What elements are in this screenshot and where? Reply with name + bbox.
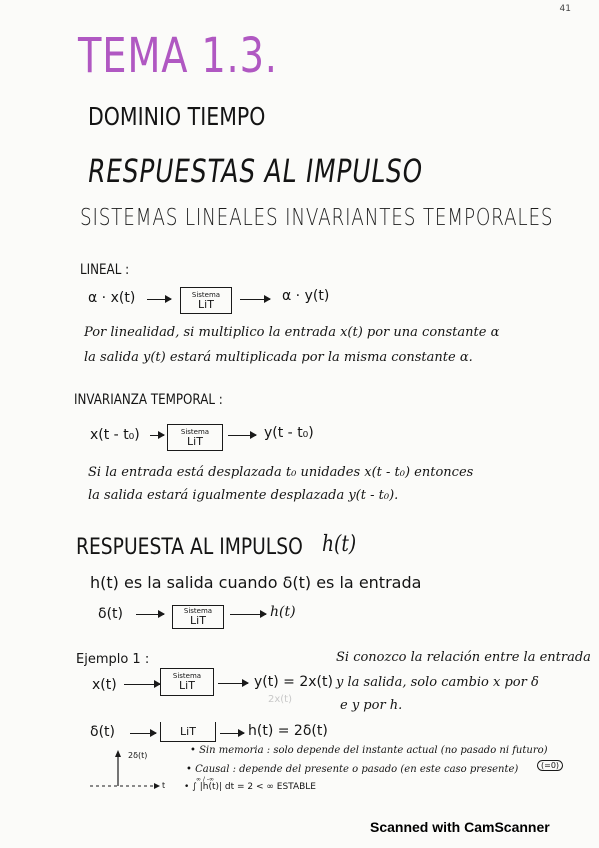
ejemplo-system-box-2 [160, 722, 216, 742]
respuesta-box-bottom: LiT [190, 614, 206, 627]
lineal-label: LINEAL : [80, 262, 130, 278]
respuesta-definition: h(t) es la salida cuando δ(t) es la entrada [90, 573, 422, 592]
respuesta-input: δ(t) [98, 606, 123, 622]
invarianza-arrow-out [228, 435, 256, 436]
invarianza-system-box [167, 424, 223, 451]
ejemplo-arrow-out-1 [218, 683, 248, 684]
main-heading: RESPUESTAS AL IMPULSO [85, 152, 426, 190]
ejemplo-faint-text: 2x(t) [268, 694, 293, 705]
ejemplo-input-2: δ(t) [90, 724, 115, 740]
bullet-sin-memoria: • Sin memoria : solo depende del instante actual (no pasado ni futuro) [190, 745, 548, 756]
ejemplo-box1-top: Sistema [172, 672, 202, 680]
lineal-box-bottom: LiT [198, 297, 214, 311]
ejemplo-box1-bottom: LiT [179, 679, 195, 692]
ejemplo-system-box-1 [160, 668, 214, 696]
section-heading: SISTEMAS LINEALES INVARIANTES TEMPORALES [80, 205, 554, 231]
time-axis-arrowhead [154, 783, 160, 789]
respuesta-arrow-out [230, 614, 266, 615]
scanner-watermark: Scanned with CamScanner [370, 819, 550, 835]
impulse-arrowhead [115, 750, 121, 757]
ejemplo-side-note-2: y la salida, solo cambio x por δ [336, 675, 539, 690]
invarianza-label: INVARIANZA TEMPORAL : [74, 392, 223, 408]
page-title: TEMA 1.3. [78, 28, 278, 84]
ejemplo-arrow-out-2 [220, 733, 244, 734]
invarianza-box-top: Sistema [180, 427, 210, 436]
invarianza-output: y(t - t₀) [264, 425, 314, 441]
ejemplo-side-note-3: e y por h. [340, 698, 403, 713]
lineal-arrow-in [147, 299, 171, 300]
respuesta-system-box [172, 605, 224, 629]
ejemplo-arrow-in-1 [124, 684, 160, 685]
presente-tag: (=0) [537, 760, 563, 771]
respuesta-symbol: h(t) [322, 532, 357, 557]
impulse-plot-label: 2δ(t) [128, 751, 148, 760]
invarianza-arrow-in [150, 435, 164, 436]
respuesta-arrow-in [136, 614, 164, 615]
invarianza-box-bottom: LiT [187, 434, 203, 448]
subtitle: DOMINIO TIEMPO [88, 102, 266, 131]
lineal-system-box [180, 287, 232, 314]
impulse-plot-axis-label: t [162, 781, 166, 790]
ejemplo-box2-label: LiT [180, 724, 196, 738]
lineal-text-2: la salida y(t) estará multiplicada por la misma constante α. [84, 350, 473, 365]
respuesta-heading: RESPUESTA AL IMPULSO [76, 535, 303, 560]
ejemplo-arrow-in-2 [130, 733, 156, 734]
respuesta-box-top: Sistema [183, 607, 213, 615]
ejemplo-output-2: h(t) = 2δ(t) [248, 723, 328, 739]
lineal-input: α · x(t) [88, 290, 136, 306]
invarianza-text-1: Si la entrada está desplazada t₀ unidades x(t - t₀) entonces [88, 465, 474, 480]
integral-limits: ∞ / -∞ [196, 776, 214, 783]
bullet-estable: • ∫ |h(t)| dt = 2 < ∞ ESTABLE [184, 782, 316, 792]
lineal-arrow-out [240, 299, 270, 300]
lineal-text-1: Por linealidad, si multiplico la entrada x(t) por una constante α [84, 325, 500, 340]
page-number: 41 [559, 4, 571, 14]
lineal-output: α · y(t) [282, 288, 330, 304]
ejemplo-label: Ejemplo 1 : [76, 652, 150, 667]
lineal-box-top: Sistema [191, 290, 221, 299]
respuesta-output: h(t) [270, 604, 296, 620]
ejemplo-input-1: x(t) [92, 677, 117, 693]
ejemplo-output-1: y(t) = 2x(t) [254, 674, 333, 690]
invarianza-input: x(t - t₀) [90, 427, 140, 443]
invarianza-text-2: la salida estará igualmente desplazada y(t - t₀). [88, 488, 399, 503]
ejemplo-side-note-1: Si conozco la relación entre la entrada [336, 650, 591, 665]
bullet-causal: • Causal : depende del presente o pasado (en este caso presente) [186, 764, 519, 775]
